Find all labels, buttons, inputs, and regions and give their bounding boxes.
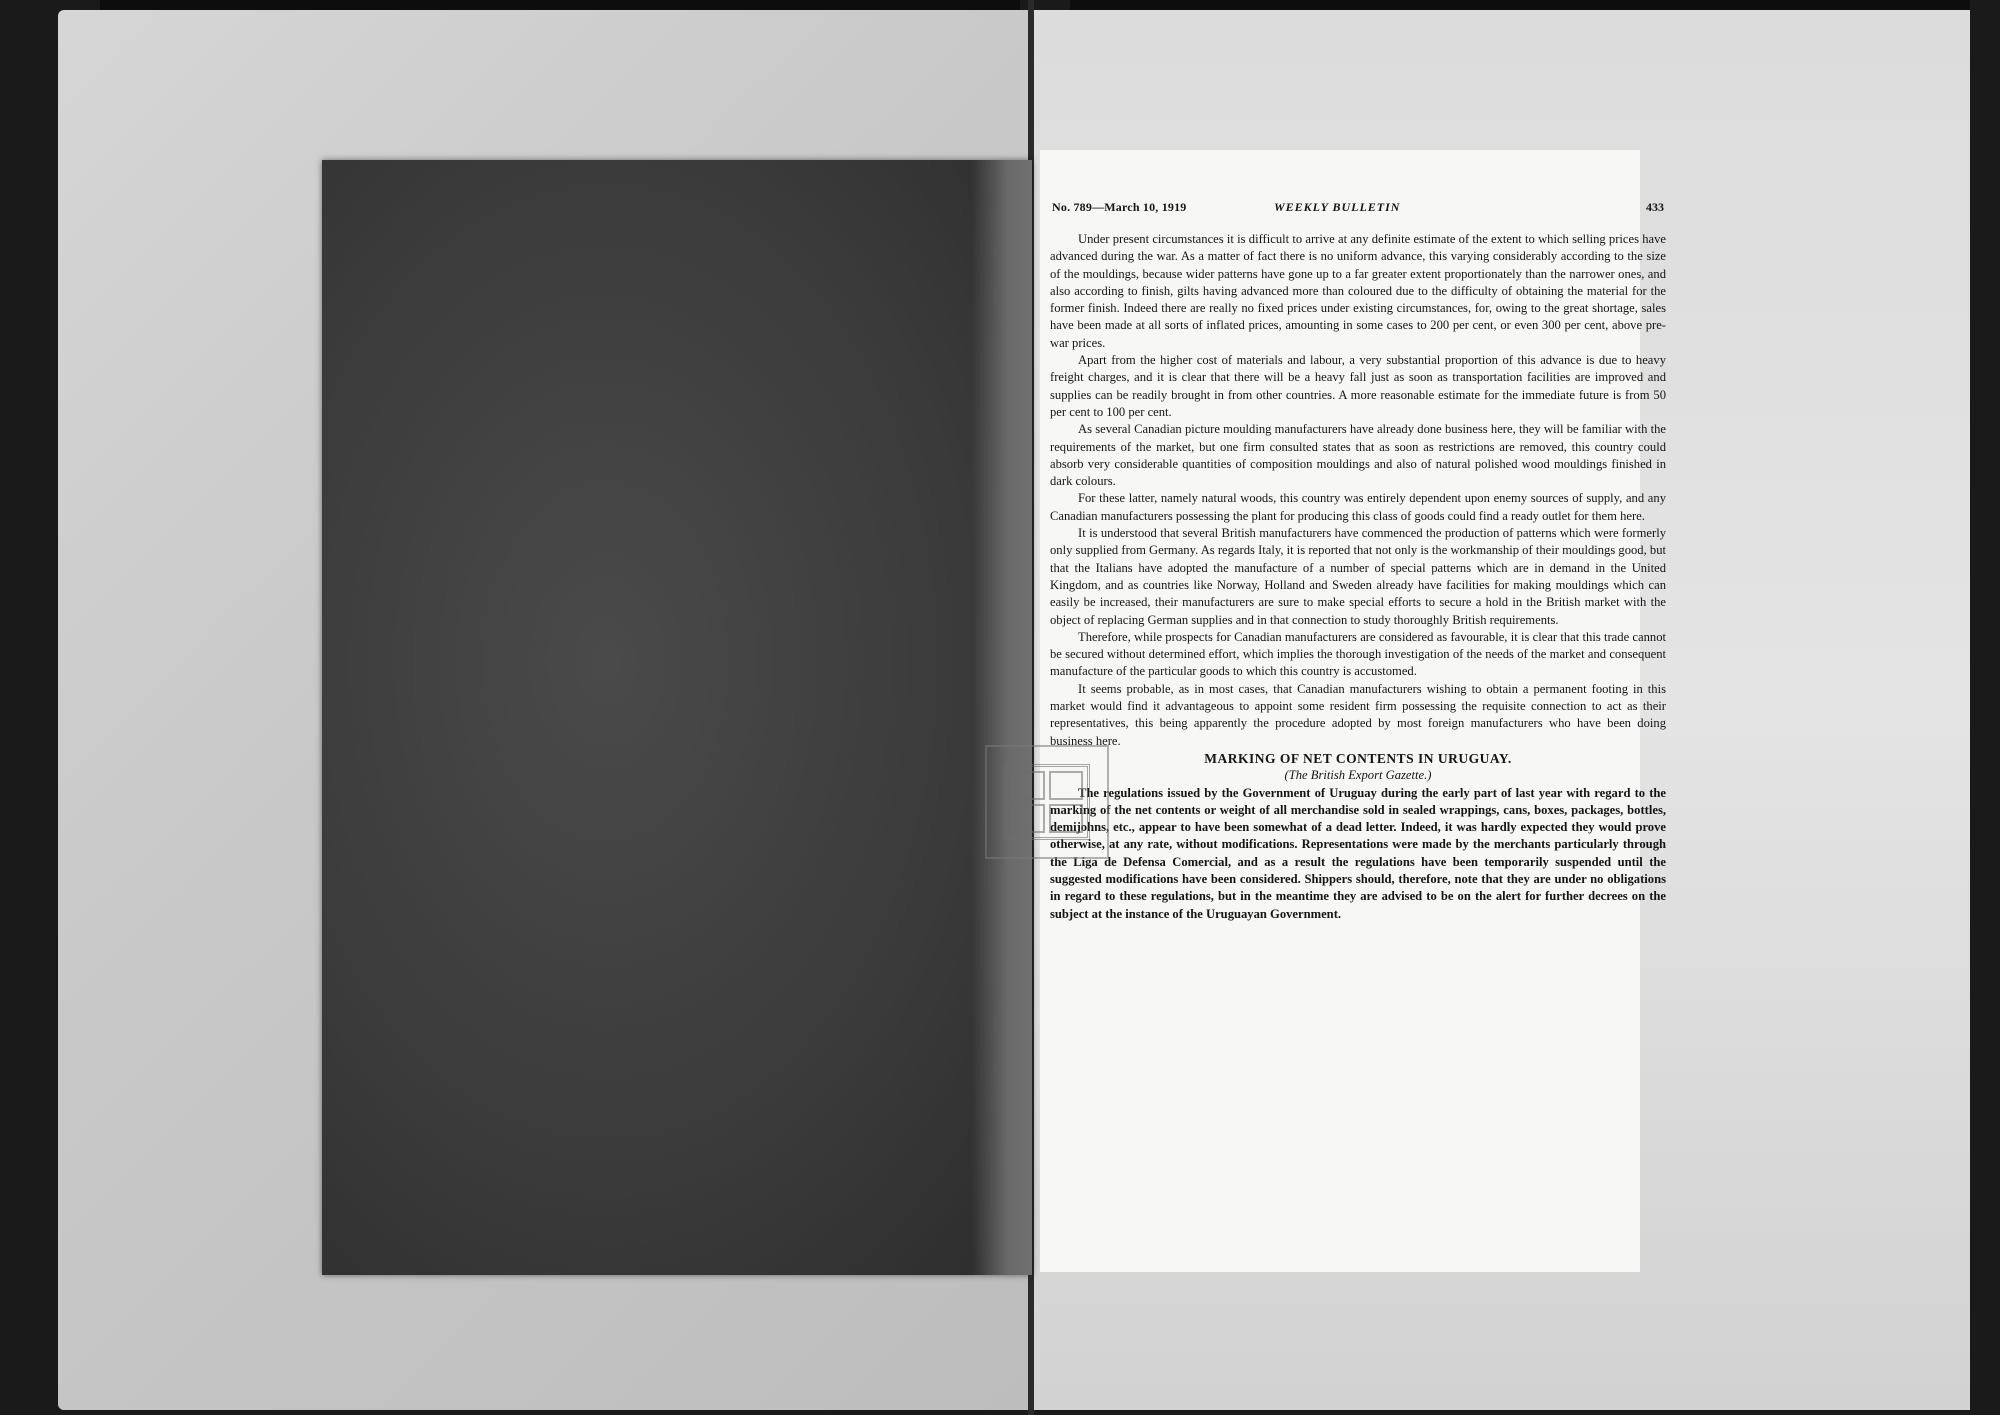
paragraph: Apart from the higher cost of materials and labour, a very substantial proportion of this advance is due to heavy freight charges, and it is clear that there will be a heavy fall just as soon as transportation facilities are improved and supplies can be readily brought in from other countries. A more reasonable estimate for the immediate future is from 50 per cent to 100 per cent. xyxy=(1050,353,1666,419)
cover-edge-shading xyxy=(972,160,1032,1275)
article-source xyxy=(1050,767,1666,784)
seal-block xyxy=(1011,804,1045,833)
seal-block xyxy=(1011,771,1045,800)
library-seal-stamp xyxy=(985,745,1109,859)
seal-block xyxy=(1049,771,1083,800)
paragraph: Under present circumstances it is difficult to arrive at any definite estimate of the extent to which selling prices have advanced during the war. As a matter of fact there is no uniform advance, this varying considerably according to the size of the mouldings, because wider patterns have gone up to a far greater extent proportionately than the narrower ones, and also according to finish, gilts having advanced more than coloured due to the difficulty of obtaining the material for the former finish. Indeed there are really no fixed prices under existing circumstances, for, owing to the great shortage, sales have been made at all sorts of inflated prices, amounting in some cases to 200 per cent, or even 300 per cent, above pre-war prices. xyxy=(1050,232,1666,350)
paragraph: Therefore, while prospects for Canadian manufacturers are considered as favourable, it is clear that this trade cannot be secured without determined effort, which implies the thorough investigation of the needs of the market and consequent manufacture of the particular goods to which this country is accustomed. xyxy=(1050,629,1666,679)
page-number: 433 xyxy=(1646,200,1664,214)
article-title: MARKING OF NET CONTENTS IN URUGUAY. xyxy=(1204,750,1512,766)
paragraph: It is understood that several British manufacturers have commenced the production of patterns which were formerly only supplied from Germany. As regards Italy, it is reported that not only is the workmanship of their mouldings good, but that the Italians have adopted the manufacture of a number of special patterns which are in demand in the United Kingdom, and as countries like Norway, Holland and Sweden already have facilities for making mouldings which can easily be increased, their manufacturers are sure to make special efforts to secure a hold in the British market with the object of replacing German supplies and in that connection to study thoroughly British requirements. xyxy=(1050,526,1666,627)
paragraph: As several Canadian picture moulding manufacturers have already done business here, they will be familiar with the requirements of the market, but one firm consulted states that as soon as restrictions are removed, this country could absorb very considerable quantities of composition mouldings and also of natural polished wood mouldings finished in dark colours. xyxy=(1050,422,1666,489)
article-body: The regulations issued by the Government of Uruguay during the early part of last year with regard to the marking of the net contents or weight of all merchandise sold in sealed wrappings, cans, boxes, packages, bottles, demijohns, etc., appear to have been somewhat of a dead letter. Indeed, it was hardly expected they would prove otherwise, at any rate, without modifications. Representations were made by the merchants particularly through the Liga de Defensa Comercial, and as a result the regulations have been temporarily suspended until the suggested modifications have been considered. Shippers should, therefore, note that they are under no obligations in regard to these regulations, but in the meantime they are advised to be on the alert for further decrees on the subject at the instance of the Uruguayan Government. xyxy=(1050,785,1666,921)
paragraph: It seems probable, as in most cases, that Canadian manufacturers wishing to obtain a permanent footing in this market would find it advantageous to appoint some resident firm possessing the requisite connection to act as their representatives, this being apparently the procedure adopted by most foreign manufacturers who have been doing business here. xyxy=(1050,681,1666,748)
seal-block xyxy=(1049,804,1083,833)
bulletin-page xyxy=(1040,150,1666,1272)
running-header xyxy=(1052,200,1664,218)
article-source-text: (The British Export Gazette.) xyxy=(1284,768,1432,783)
paragraph: For these latter, namely natural woods, this country was entirely dependent upon enemy sources of supply, and any Canadian manufacturers possessing the plant for producing this class of goods could find a ready outlet for them here. xyxy=(1050,491,1666,523)
dark-cover-page xyxy=(322,160,1032,1275)
issue-number-date: No. 789—March 10, 1919 xyxy=(1052,200,1187,214)
seal-pattern xyxy=(1004,764,1090,840)
page-body xyxy=(1050,231,1666,923)
publication-title: WEEKLY BULLETIN xyxy=(1274,200,1401,214)
